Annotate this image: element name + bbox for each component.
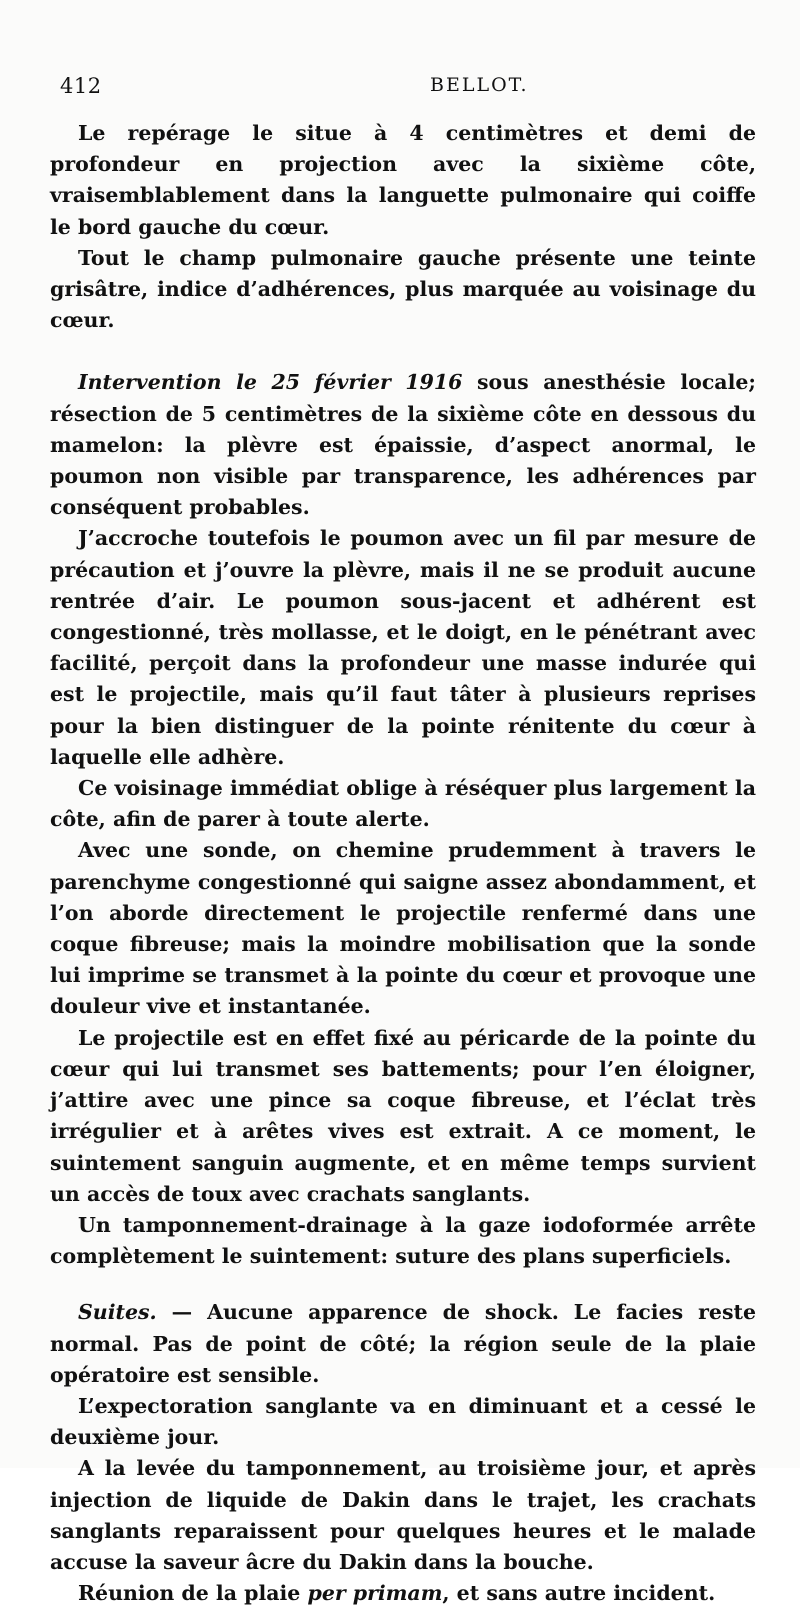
paragraph-drainage: Un tamponnement-drainage à la gaze iodoformée arrête complètement le suintement: suture des plans superficiels.	[50, 1212, 756, 1269]
paragraph-healing	[50, 1578, 756, 1609]
paragraph-expectoration: L’expectoration sanglante va en diminuant et a cessé le deuxième jour.	[50, 1393, 756, 1450]
paragraph-lung-field: Tout le champ pulmonaire gauche présente une teinte grisâtre, indice d’adhérences, plus marquée au voisinage du cœur.	[50, 245, 756, 333]
healing-start: Réunion de la plaie	[78, 1581, 308, 1606]
paragraph-dakin: A la levée du tamponnement, au troisième jour, et après injection de liquide de Dakin dans le trajet, les crachats sanglants reparaissent pour quelques heures et le malade accuse la saveur âcre du Dakin dans la bouche.	[50, 1456, 756, 1574]
paragraph-rib-resection: Ce voisinage immédiat oblige à réséquer plus largement la côte, afin de parer à toute alerte.	[50, 776, 756, 832]
paragraph-probe: Avec une sonde, on chemine prudemment à travers le parenchyme congestionné qui saigne assez abondamment, et l’on aborde directement le projectile renfermé dans une coque fibreuse; mais la moindre mobilisation que la sonde lui imprime se transmet à la pointe du cœur et provoque une douleur vive et instantanée.	[50, 838, 756, 1019]
paragraph-intervention	[50, 367, 756, 523]
per-primam: per primam	[307, 1581, 443, 1606]
paragraph-extraction: Le projectile est en effet fixé au péricarde de la pointe du cœur qui lui transmet ses battements; pour l’en éloigner, j’attire avec une pince sa coque fibreuse, et l’éclat très irrégulier et à arêtes vives est extrait. A ce moment, le suintement sanguin augmente, et en même temps survient un accès de toux avec crachats sanglants.	[50, 1025, 756, 1206]
intervention-label: Intervention le 25 février 1916	[78, 370, 463, 395]
outcome-label: Suites.	[78, 1300, 157, 1325]
running-head	[60, 74, 750, 102]
paragraph-location: Le repérage le situe à 4 centimètres et demi de profondeur en projection avec la sixième côte, vraisemblablement dans la languette pulmonaire qui coiffe le bord gauche du cœur.	[50, 121, 756, 239]
outcome-text: — Aucune apparence de shock. Le facies reste normal. Pas de point de côté; la région seule de la plaie opératoire est sensible.	[50, 1300, 756, 1387]
paragraph-lung-procedure: J’accroche toutefois le poumon avec un fil par mesure de précaution et j’ouvre la plèvre, mais il ne se produit aucune rentrée d’air. Le poumon sous-jacent et adhérent est congestionné, très mollasse, et le doigt, en le pénétrant avec facilité, perçoit dans la profondeur une masse indurée qui est le projectile, mais qu’il faut tâter à plusieurs reprises pour la bien distinguer de la pointe rénitente du cœur à laquelle elle adhère.	[50, 526, 756, 769]
paragraph-outcome	[50, 1297, 756, 1391]
healing-end: , et sans autre incident.	[442, 1581, 716, 1606]
section-gap	[50, 1272, 756, 1297]
running-title: BELLOT.	[430, 74, 529, 96]
page-number: 412	[60, 74, 102, 98]
body-text	[50, 118, 756, 1609]
intervention-text: sous anesthésie locale; résection de 5 centimètres de la sixième côte en dessous du mamelon: la plèvre est épaissie, d’aspect anormal, le poumon non visible par transparence, les adhérences par conséquent probables.	[50, 370, 756, 520]
section-gap	[50, 336, 756, 367]
